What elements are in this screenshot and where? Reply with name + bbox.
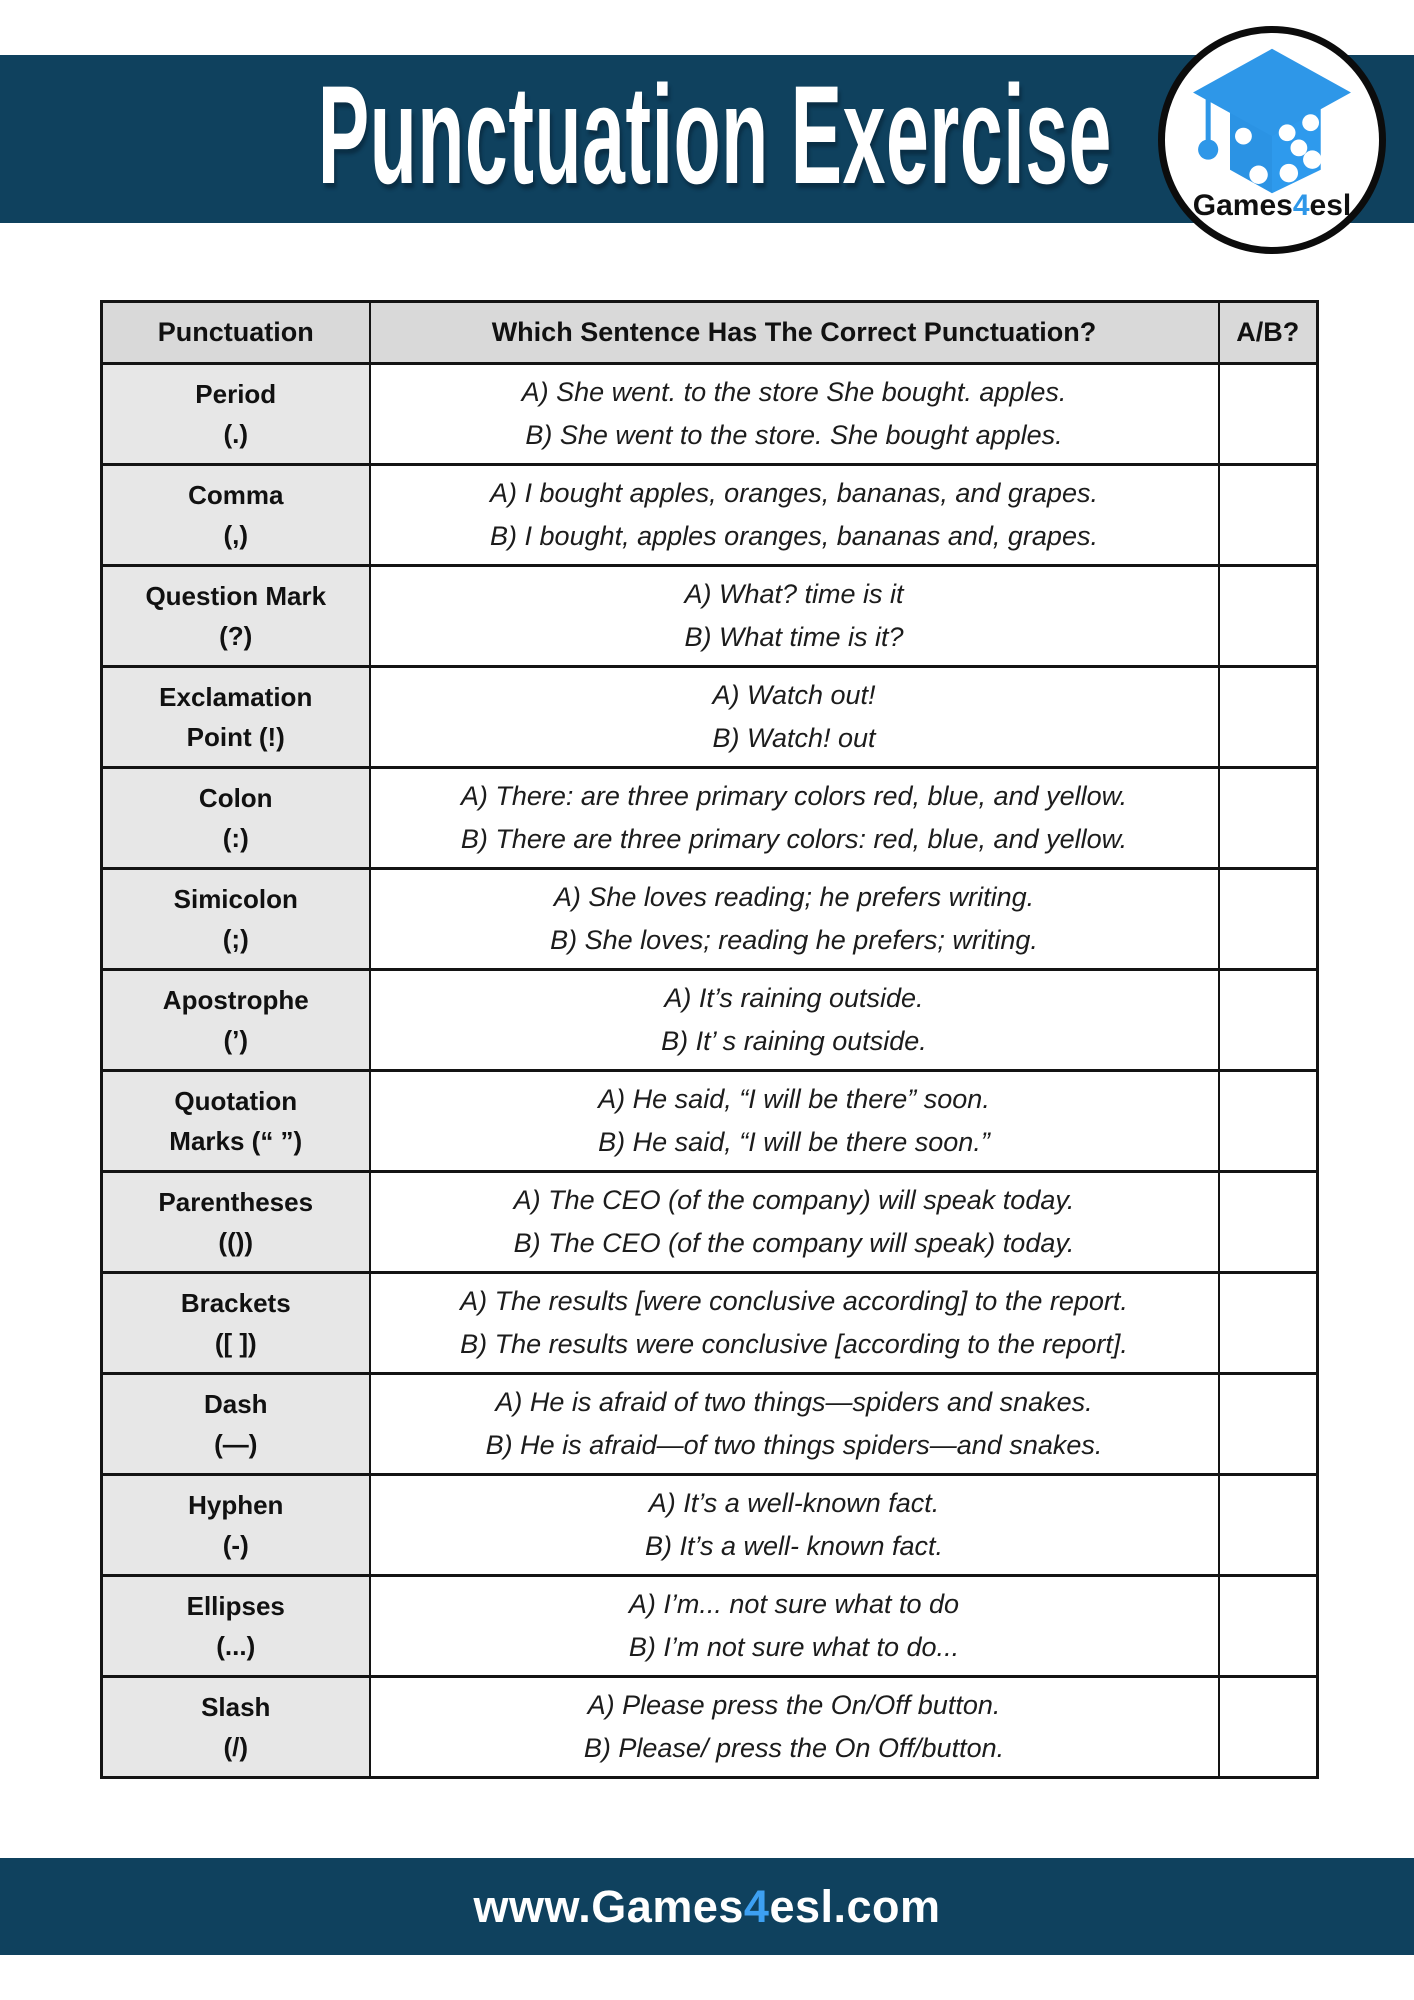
sentence-options-cell	[370, 1475, 1219, 1576]
answer-input-cell[interactable]	[1219, 364, 1318, 465]
sentence-option-b: B) Watch! out	[712, 723, 876, 753]
answer-input-cell[interactable]	[1219, 566, 1318, 667]
punctuation-type-cell	[102, 667, 370, 768]
sentence-option-b: B) He is afraid—of two things spiders—and snakes.	[485, 1430, 1103, 1460]
table-row	[102, 869, 1318, 970]
sentence-option-a: A) I’m... not sure what to do	[628, 1588, 960, 1619]
sentence-option-a: A) Watch out!	[712, 679, 876, 710]
table-row	[102, 970, 1318, 1071]
punctuation-symbol: (—)	[214, 1429, 258, 1459]
sentence-option-b: B) He said, “I will be there soon.”	[598, 1127, 990, 1157]
sentence-option-a: A) The results [were conclusive according] to the report.	[460, 1285, 1128, 1316]
punctuation-name: Hyphen	[188, 1489, 284, 1520]
punctuation-name: Apostrophe	[162, 984, 309, 1015]
sentence-options-cell	[370, 768, 1219, 869]
games4esl-logo	[1158, 26, 1386, 254]
table-row	[102, 1677, 1318, 1778]
table-row	[102, 566, 1318, 667]
dice-pip	[1303, 150, 1321, 168]
answer-input-cell[interactable]	[1219, 1374, 1318, 1475]
answer-input-cell[interactable]	[1219, 667, 1318, 768]
col-header-punctuation: Punctuation	[102, 302, 370, 364]
table-row	[102, 364, 1318, 465]
dice-pip	[1279, 124, 1296, 141]
table-row	[102, 1576, 1318, 1677]
sentence-option-b: B) The results were conclusive [according to the report].	[460, 1329, 1128, 1359]
mortarboard	[1193, 49, 1351, 136]
punctuation-symbol: (/)	[223, 1732, 249, 1762]
punctuation-symbol: (-)	[222, 1530, 249, 1560]
dice-pip	[1302, 114, 1319, 131]
table-row	[102, 1172, 1318, 1273]
sentence-option-a: A) The CEO (of the company) will speak today.	[513, 1184, 1075, 1215]
punctuation-type-cell	[102, 1677, 370, 1778]
col-header-answer: A/B?	[1219, 302, 1318, 364]
sentence-options-cell	[370, 1374, 1219, 1475]
punctuation-name: Parentheses	[158, 1186, 314, 1217]
punctuation-type-cell	[102, 1475, 370, 1576]
sentence-option-a: A) It’s raining outside.	[664, 982, 924, 1013]
logo-text-prefix: Games	[1192, 189, 1293, 222]
sentence-options-cell	[370, 1576, 1219, 1677]
dice-graduation-icon	[1188, 47, 1356, 195]
sentence-options-cell	[370, 869, 1219, 970]
page-title: Punctuation Exercise	[317, 56, 1113, 213]
sentence-option-a: A) She loves reading; he prefers writing.	[553, 881, 1035, 912]
answer-input-cell[interactable]	[1219, 1071, 1318, 1172]
sentence-options-cell	[370, 1273, 1219, 1374]
sentence-option-b: B) She loves; reading he prefers; writing.	[550, 925, 1038, 955]
sentence-options-cell	[370, 1071, 1219, 1172]
answer-input-cell[interactable]	[1219, 1677, 1318, 1778]
punctuation-symbol: (...)	[216, 1631, 256, 1661]
table-row	[102, 1374, 1318, 1475]
table-row	[102, 465, 1318, 566]
punctuation-type-cell	[102, 1172, 370, 1273]
punctuation-name: Comma	[188, 479, 284, 510]
logo-text-accent: 4	[1292, 189, 1310, 222]
answer-input-cell[interactable]	[1219, 1172, 1318, 1273]
sentence-options-cell	[370, 970, 1219, 1071]
punctuation-symbol: (,)	[223, 520, 249, 550]
punctuation-name: Dash	[203, 1388, 268, 1419]
sentence-options-cell	[370, 364, 1219, 465]
footer-url-prefix: www.Games	[473, 1880, 744, 1932]
sentence-option-a: A) What? time is it	[684, 578, 904, 609]
answer-input-cell[interactable]	[1219, 970, 1318, 1071]
footer-url-suffix: esl.com	[769, 1880, 941, 1932]
table-row	[102, 768, 1318, 869]
sentence-option-b: B) I’m not sure what to do...	[628, 1632, 960, 1662]
worksheet-table	[100, 300, 1319, 1779]
table-row	[102, 667, 1318, 768]
answer-input-cell[interactable]	[1219, 1273, 1318, 1374]
punctuation-symbol: (;)	[222, 924, 249, 954]
punctuation-type-cell	[102, 869, 370, 970]
sentence-options-cell	[370, 667, 1219, 768]
punctuation-symbol: (.)	[223, 419, 249, 449]
punctuation-type-cell	[102, 566, 370, 667]
punctuation-symbol: Point (!)	[186, 722, 285, 752]
logo-brand-text	[1193, 189, 1351, 223]
sentence-option-b: B) It’s a well- known fact.	[644, 1531, 944, 1561]
answer-input-cell[interactable]	[1219, 1576, 1318, 1677]
dice-pip	[1280, 164, 1298, 182]
punctuation-symbol: ([ ])	[214, 1328, 257, 1358]
sentence-option-b: B) The CEO (of the company will speak) today.	[513, 1228, 1075, 1258]
punctuation-type-cell	[102, 768, 370, 869]
punctuation-symbol: (’)	[223, 1025, 249, 1055]
punctuation-type-cell	[102, 970, 370, 1071]
dice-pip	[1249, 166, 1267, 184]
table-header-row	[102, 302, 1318, 364]
footer-url-accent: 4	[743, 1880, 770, 1932]
tassel-ball	[1198, 139, 1218, 159]
sentence-options-cell	[370, 1172, 1219, 1273]
punctuation-symbol: (?)	[219, 621, 253, 651]
sentence-option-a: A) There: are three primary colors red, blue, and yellow.	[460, 780, 1128, 811]
punctuation-name: Colon	[198, 782, 273, 813]
sentence-option-a: A) She went. to the store She bought. apples.	[521, 376, 1067, 407]
punctuation-symbol: (:)	[222, 823, 249, 853]
sentence-option-a: A) It’s a well-known fact.	[648, 1487, 940, 1518]
sentence-option-b: B) It’ s raining outside.	[661, 1026, 927, 1056]
sentence-option-b: B) I bought, apples oranges, bananas and, grapes.	[490, 521, 1098, 551]
logo-text-suffix: esl	[1309, 189, 1352, 222]
punctuation-name: Exclamation	[159, 681, 313, 712]
dice-pip	[1290, 139, 1307, 156]
punctuation-name: Slash	[201, 1691, 271, 1722]
punctuation-name: Quotation	[174, 1085, 298, 1116]
sentence-option-a: A) He said, “I will be there” soon.	[598, 1083, 990, 1114]
sentence-option-a: A) He is afraid of two things—spiders and snakes.	[495, 1386, 1093, 1417]
sentence-option-a: A) Please press the On/Off button.	[587, 1689, 1001, 1720]
punctuation-type-cell	[102, 465, 370, 566]
answer-input-cell[interactable]	[1219, 869, 1318, 970]
punctuation-type-cell	[102, 1071, 370, 1172]
punctuation-symbol: Marks (“ ”)	[169, 1126, 303, 1156]
col-header-question: Which Sentence Has The Correct Punctuation?	[370, 302, 1219, 364]
footer-url	[473, 1881, 940, 1933]
table-row	[102, 1475, 1318, 1576]
footer-banner	[0, 1858, 1414, 1955]
punctuation-type-cell	[102, 364, 370, 465]
sentence-option-b: B) There are three primary colors: red, blue, and yellow.	[460, 824, 1128, 854]
answer-input-cell[interactable]	[1219, 465, 1318, 566]
sentence-option-b: B) What time is it?	[684, 622, 904, 652]
sentence-option-a: A) I bought apples, oranges, bananas, and grapes.	[490, 477, 1098, 508]
punctuation-name: Period	[195, 378, 277, 409]
sentence-options-cell	[370, 566, 1219, 667]
answer-input-cell[interactable]	[1219, 768, 1318, 869]
punctuation-type-cell	[102, 1374, 370, 1475]
punctuation-type-cell	[102, 1273, 370, 1374]
answer-input-cell[interactable]	[1219, 1475, 1318, 1576]
table-row	[102, 1071, 1318, 1172]
sentence-options-cell	[370, 465, 1219, 566]
dice-pip	[1235, 128, 1252, 145]
punctuation-name: Ellipses	[186, 1590, 285, 1621]
sentence-option-b: B) She went to the store. She bought apples.	[525, 420, 1063, 450]
punctuation-name: Brackets	[180, 1287, 291, 1318]
punctuation-type-cell	[102, 1576, 370, 1677]
sentence-option-b: B) Please/ press the On Off/button.	[583, 1733, 1005, 1763]
punctuation-symbol: (())	[218, 1227, 254, 1257]
punctuation-name: Question Mark	[145, 580, 327, 611]
punctuation-name: Simicolon	[173, 883, 298, 914]
table-row	[102, 1273, 1318, 1374]
sentence-options-cell	[370, 1677, 1219, 1778]
